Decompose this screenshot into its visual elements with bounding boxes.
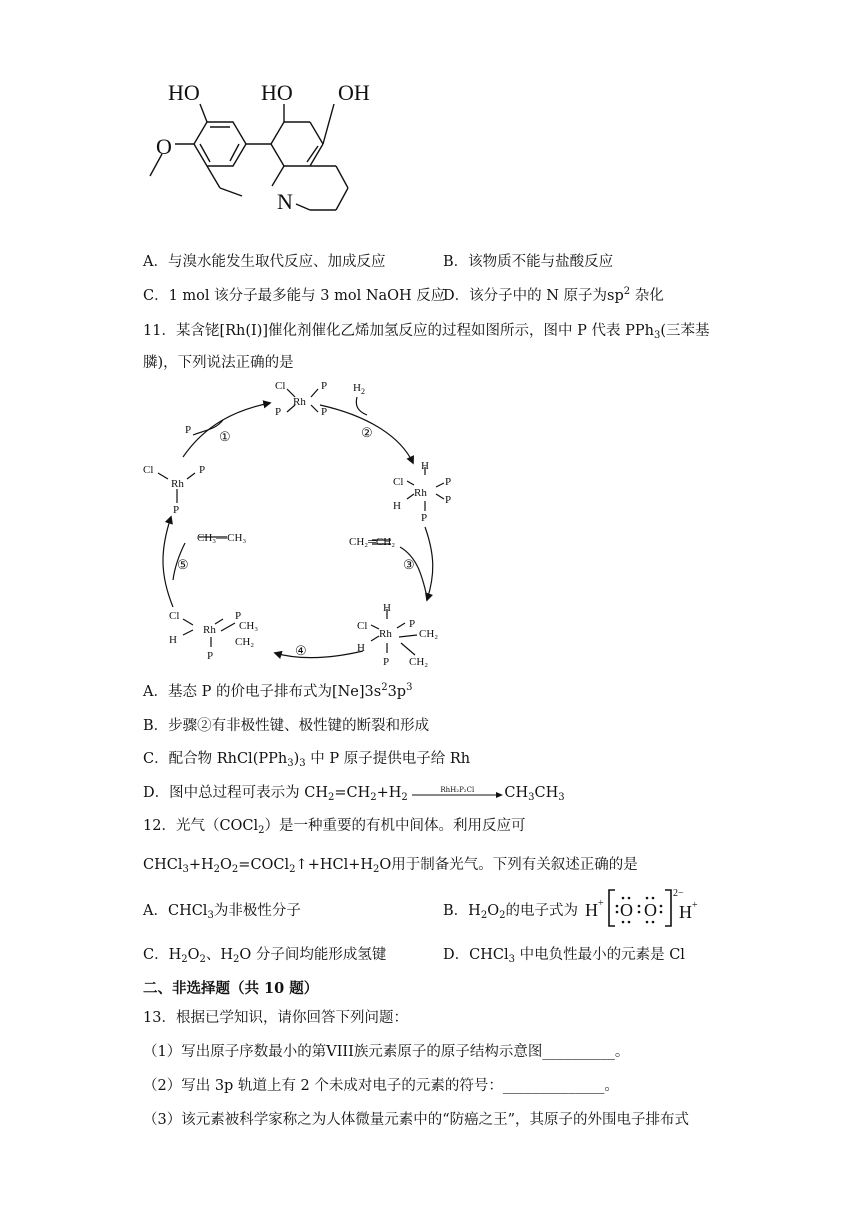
- q11-option-d: D．图中总过程可表示为 $CH_2=CH_2+H_2$ RhH₂P₂Cl $CH_3CH_3$: [143, 783, 565, 803]
- q12-eq-c: O: [220, 857, 232, 873]
- q12-option-b-o: O: [487, 903, 500, 919]
- q11-option-a: [143, 682, 412, 702]
- oh-right-label: OH: [338, 80, 370, 105]
- q12-option-c-text: C．H: [143, 947, 182, 963]
- q11-stem-tail: (三苯基: [660, 323, 710, 339]
- q12-option-d-text: D．CHCl: [443, 947, 509, 963]
- efm-plus-left: +: [598, 898, 604, 909]
- q12-option-c-o2: O: [239, 947, 252, 963]
- n-label: N: [277, 189, 293, 214]
- q10-option-b: B．该物质不能与盐酸反应: [443, 254, 614, 270]
- q12-option-b: B．$H_2O_2$的电子式为: [443, 903, 578, 921]
- q10-option-d-tail: 杂化: [630, 288, 664, 304]
- q12-option-d: D．CHCl$_3$ 中电负性最小的元素是 Cl: [443, 947, 685, 965]
- q12-option-a: A．CHCl$_3$为非极性分子: [143, 903, 301, 921]
- aporphine-structure: [140, 76, 390, 226]
- q11-option-c-text: C．配合物 RhCl(PPh: [143, 751, 288, 767]
- q11-option-d-product: CH: [504, 785, 529, 801]
- q12-eq-e: ↑+HCl+H: [295, 857, 374, 873]
- step-2: ②: [361, 425, 373, 440]
- ho-left-label: HO: [168, 80, 200, 105]
- q11-option-a-s: 2: [381, 682, 388, 693]
- p-right1: P: [445, 476, 452, 488]
- q12-stem-text: 12．光气（COCl: [143, 818, 259, 834]
- q11-stem-sub: 3: [654, 330, 661, 341]
- rh-right: Rh: [414, 487, 427, 499]
- p-right3: P: [421, 512, 428, 524]
- efm-h-right: H: [679, 902, 692, 922]
- q12-option-a-tail: 为非极性分子: [213, 903, 301, 919]
- p-left2: P: [173, 504, 180, 516]
- q12-eq-d: =COCl: [238, 857, 290, 873]
- efm-o1: O: [620, 900, 633, 920]
- ethene-label: CH₂═CH₂: [349, 536, 396, 548]
- step-4: ④: [295, 643, 307, 658]
- p-br1: P: [409, 618, 416, 630]
- q12-option-c: C．$H_2O_2$、$H_2O$ 分子间均能形成氢键: [143, 947, 387, 965]
- q12-option-d-tail: 中电负性最小的元素是 Cl: [514, 947, 685, 963]
- q11-option-b: B．步骤②有非极性键、极性键的断裂和形成: [143, 718, 430, 734]
- q12-option-c-o: O: [187, 947, 200, 963]
- cl-bl: Cl: [169, 610, 180, 622]
- cl-top: Cl: [275, 380, 286, 392]
- efm-h-left: H: [585, 900, 598, 920]
- q13-part3: （3）该元素被科学家称之为人体微量元素中的“防癌之王”，其原子的外围电子排布式: [143, 1112, 690, 1128]
- efm-plus-right: +: [692, 900, 698, 911]
- ch2-bl: CH₂: [235, 636, 255, 648]
- o-label: O: [156, 134, 172, 159]
- q10-option-d-sup: 2: [623, 286, 631, 297]
- q10-option-a: A．与溴水能发生取代反应、加成反应: [143, 254, 386, 270]
- h-right1: H: [421, 460, 429, 472]
- q12-option-a-text: A．CHCl: [143, 903, 208, 919]
- step-1: ①: [219, 429, 231, 444]
- h-br2: H: [357, 642, 365, 654]
- ch2-br1: CH₂: [419, 628, 439, 640]
- p-top1: P: [321, 380, 328, 392]
- rh-left: Rh: [171, 478, 184, 490]
- cl-right: Cl: [393, 476, 404, 488]
- q11-option-d-product2: CH: [534, 785, 559, 801]
- catalyst-label: RhH₂P₂Cl: [440, 786, 475, 794]
- q11-stem-line1: [143, 321, 710, 341]
- q11-option-c-tail: 中 P 原子提供电子给 Rh: [305, 751, 471, 767]
- p-right2: P: [445, 494, 452, 506]
- section-title: 二、非选择题（共 10 题）: [143, 980, 319, 997]
- q11-option-c-paren: ): [293, 751, 300, 767]
- h-br1: H: [383, 602, 391, 614]
- q11-stem-line2: 膦)，下列说法正确的是: [143, 355, 294, 371]
- ho-mid-label: HO: [261, 80, 293, 105]
- q13-part2: （2）写出 3p 轨道上有 2 个未成对电子的元素的符号：______________。: [143, 1078, 619, 1094]
- p-free: P: [185, 424, 192, 436]
- ch3-bl: CH₃: [239, 620, 259, 632]
- p-bl2: P: [207, 650, 214, 662]
- q11-option-c-sub2: 3: [299, 758, 306, 769]
- p-br2: P: [383, 656, 390, 668]
- p-bl1: P: [235, 610, 242, 622]
- q13-part1: （1）写出原子序数最小的第VIII族元素原子的原子结构示意图__________。: [143, 1044, 630, 1060]
- h2-label: $H_2$: [353, 382, 365, 396]
- cl-br: Cl: [357, 620, 368, 632]
- q11-stem-text: 11．某含铑[Rh(I)]催化剂催化乙烯加氢反应的过程如图所示，图中 P 代表 PPh: [143, 323, 654, 339]
- rh-br: Rh: [379, 628, 392, 640]
- q12-eq-f: O用于制备光气。下列有关叙述正确的是: [379, 857, 638, 873]
- ethane-label: CH₃—CH₃: [197, 532, 247, 544]
- p-top3: P: [321, 406, 328, 418]
- h-right2: H: [393, 500, 401, 512]
- ch2-br2: CH₂: [409, 656, 429, 668]
- step-5: ⑤: [177, 557, 189, 572]
- cl-left: Cl: [143, 464, 154, 476]
- efm-o2: O: [644, 900, 657, 920]
- q12-option-c-tail: 分子间均能形成氢键: [251, 947, 387, 963]
- q10-option-d-text: D．该分子中的 N 原子为sp: [443, 288, 624, 304]
- q12-option-b-tail: 的电子式为: [505, 903, 578, 919]
- q11-option-a-p: 3p: [387, 684, 407, 700]
- rh-top: Rh: [293, 396, 306, 408]
- h-bl: H: [169, 634, 177, 646]
- reaction-arrow: [412, 786, 504, 800]
- q11-option-d-eq: =CH: [334, 785, 371, 801]
- q10-option-c: C．1 mol 该分子最多能与 3 mol NaOH 反应: [143, 288, 446, 304]
- q12-option-c-sep: 、H: [205, 947, 234, 963]
- q13-stem: 13．根据已学知识，请你回答下列问题：: [143, 1010, 408, 1026]
- q11-option-d-text: D．图中总过程可表示为 CH: [143, 785, 328, 801]
- q11-option-c: [143, 749, 470, 769]
- q10-option-d: [443, 286, 664, 306]
- q12-option-b-text: B．H: [443, 903, 481, 919]
- q11-option-d-plus: +H: [376, 785, 402, 801]
- q12-eq-a: CHCl: [143, 857, 183, 873]
- q12-equation-line: $CHCl_3+H_2O_2=COCl_2↑+HCl+H_2O$用于制备光气。下列有关叙述正确的是: [143, 857, 638, 875]
- q11-option-a-text: A．基态 P 的价电子排布式为[Ne]3s: [143, 684, 382, 700]
- efm-charge: 2−: [673, 888, 684, 899]
- catalytic-cycle-diagram: [135, 375, 455, 675]
- q12-stem-text2: ）是一种重要的有机中间体。利用反应可: [264, 818, 526, 834]
- q11-option-c-sub: 3: [287, 758, 294, 769]
- step-3: ③: [403, 557, 415, 572]
- q12-stem: 12．光气（COCl$_2$）是一种重要的有机中间体。利用反应可: [143, 818, 526, 836]
- p-left1: P: [199, 464, 206, 476]
- q12-eq-b: +H: [188, 857, 214, 873]
- rh-bl: Rh: [203, 624, 216, 636]
- q11-option-a-psup: 3: [406, 682, 413, 693]
- p-top2: P: [275, 406, 282, 418]
- h2o2-electron-formula: [585, 882, 705, 932]
